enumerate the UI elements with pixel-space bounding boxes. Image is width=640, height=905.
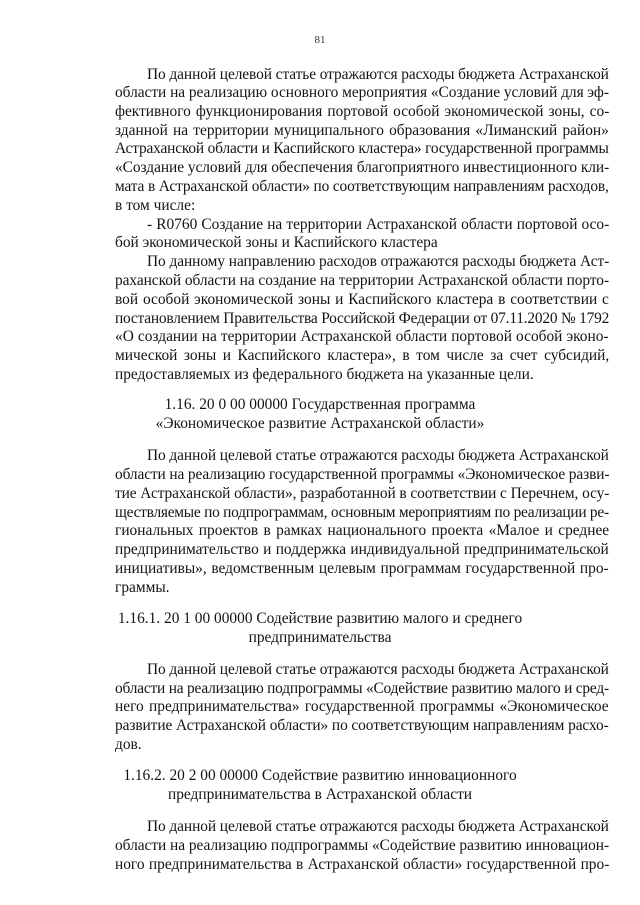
text-line: области на реализацию государственной программы «Экономическое разви- — [115, 466, 610, 483]
text-line: предпринимательство и поддержка индивидуальной предпринимательской — [115, 541, 609, 558]
text-line: гиональных проектов в рамках национального проекта «Малое и среднее — [115, 522, 610, 539]
text-line: него предпринимательства» государственной программы «Экономическое — [115, 698, 609, 715]
text-line: развитие Астраханской области» по соответствующим направлениям расхо- — [115, 717, 609, 734]
text-line: - R0760 Создание на территории Астраханской области портовой осо- — [147, 216, 610, 233]
section-heading-line: «Экономическое развитие Астраханской области» — [155, 415, 485, 432]
page-number: 81 — [314, 34, 326, 46]
section-heading-line: предпринимательства — [248, 629, 392, 646]
text-line: По данному направлению расходов отражаются расходы бюджета Аст- — [147, 253, 610, 270]
text-line: в том числе: — [115, 197, 196, 214]
section-heading-line: 1.16. 20 0 00 00000 Государственная программа — [164, 396, 476, 413]
text-line: вой особой экономической зоны и Каспийского кластера в соответствии с — [115, 291, 609, 308]
section-heading-line: 1.16.1. 20 1 00 00000 Содействие развитию малого и среднего — [117, 610, 523, 627]
text-line: По данной целевой статье отражаются расходы бюджета Астраханской — [147, 661, 609, 678]
section-heading-line: 1.16.2. 20 2 00 00000 Содействие развитию инновационного — [123, 767, 517, 784]
text-line: мата в Астраханской области» по соответствующим направлениям расходов, — [115, 178, 609, 195]
text-line: раханской области на создание на территории Астраханской области порто- — [115, 272, 610, 289]
text-line: граммы. — [115, 579, 170, 596]
text-line: По данной целевой статье отражаются расходы бюджета Астраханской — [147, 818, 609, 835]
text-line: Астраханской области и Каспийского кластера» государственной программы — [115, 140, 609, 157]
text-line: области на реализацию основного мероприятия «Создание условий для эф- — [115, 84, 609, 101]
text-line: инициативы», ведомственным целевым программам государственной про- — [115, 560, 609, 577]
text-line: предоставляемых из федерального бюджета на указанные цели. — [115, 366, 534, 383]
text-line: мической зоны и Каспийского кластера», в том числе за счет субсидий, — [115, 347, 610, 364]
text-line: области на реализацию подпрограммы «Содействие развитию инновацион- — [115, 837, 610, 854]
text-line: тие Астраханской области», разработанной в соответствии с Перечнем, осу- — [115, 485, 610, 502]
text-line: зданной на территории муниципального образования «Лиманский район» — [115, 122, 609, 139]
text-line: ного предпринимательства в Астраханской области» государственной про- — [115, 856, 610, 873]
text-line: «О создании на территории Астраханской области портовой особой эконо- — [115, 328, 609, 345]
section-heading-line: предпринимательства в Астраханской области — [167, 786, 473, 803]
text-line: постановлением Правительства Российской Федерации от 07.11.2020 № 1792 — [115, 310, 610, 327]
text-line: фективного функционирования портовой особой экономической зоны, со- — [115, 103, 610, 120]
text-line: ществляемые по подпрограммам, основным мероприятиям по реализации ре- — [115, 504, 609, 521]
text-line: По данной целевой статье отражаются расходы бюджета Астраханской — [147, 447, 609, 464]
text-line: бой экономической зоны и Каспийского кластера — [115, 234, 438, 251]
text-line: области на реализацию подпрограммы «Содействие развитию малого и сред- — [115, 680, 609, 697]
text-line: дов. — [115, 736, 142, 753]
text-line: «Создание условий для обеспечения благоприятного инвестиционного кли- — [115, 159, 610, 176]
text-line: По данной целевой статье отражаются расходы бюджета Астраханской — [147, 66, 609, 83]
